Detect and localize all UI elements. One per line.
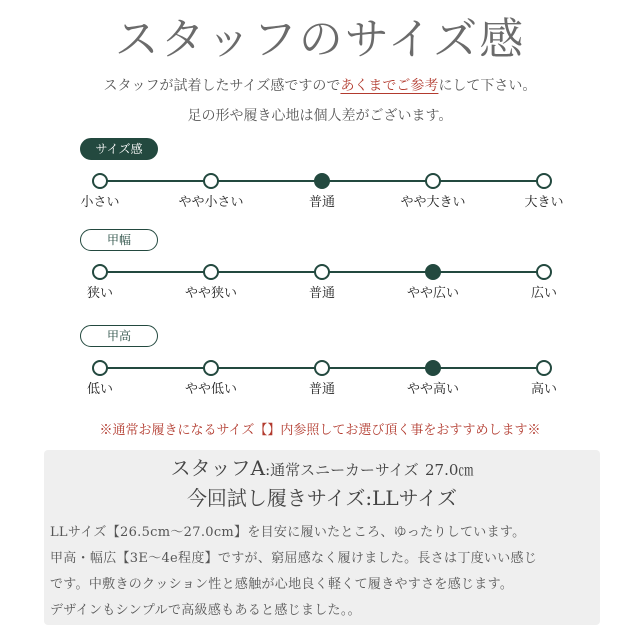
scale-dot xyxy=(314,360,330,376)
scale-badge: 甲高 xyxy=(80,325,158,347)
review-line: です。中敷きのクッション性と感触が心地良く軽くて履きやすさを感じます。 xyxy=(50,577,514,592)
scale-dot xyxy=(203,264,219,280)
scale-dot xyxy=(92,360,108,376)
scale-label: 広い xyxy=(530,286,557,301)
scale-label: やや高い xyxy=(406,382,459,397)
scale-dot xyxy=(536,360,552,376)
staff-usual-value: 27.0㎝ xyxy=(424,461,474,479)
scale-label: やや広い xyxy=(406,286,459,301)
scale-label: 高い xyxy=(530,382,557,397)
scale-badge: 甲幅 xyxy=(80,229,158,251)
review-line: デザインもシンプルで高級感もあると感じました。。 xyxy=(50,603,361,618)
staff-usual-label: :通常スニーカーサイズ xyxy=(265,461,419,479)
scale-dot xyxy=(203,173,219,189)
scale-label: やや大きい xyxy=(400,195,466,210)
scale-label: 普通 xyxy=(308,195,335,210)
scale-label: 小さい xyxy=(80,195,120,210)
scale-label: 狭い xyxy=(86,286,113,301)
scale-label: 普通 xyxy=(308,382,335,397)
scale-dot-selected xyxy=(425,360,441,376)
staff-review-panel xyxy=(44,450,600,625)
subtitle-text-end: にして下さい。 xyxy=(438,78,537,94)
scale-dot xyxy=(203,360,219,376)
scale-dot-selected xyxy=(425,264,441,280)
scale-dot-selected xyxy=(314,173,330,189)
scale-label: 大きい xyxy=(524,195,564,210)
staff-usual-size xyxy=(44,454,600,484)
scale-dot xyxy=(536,173,552,189)
subtitle-highlight: あくまでご参考 xyxy=(340,78,439,94)
scale-dot xyxy=(536,264,552,280)
scale-label: やや小さい xyxy=(178,195,244,210)
subtitle-disclaimer: 足の形や履き心地は個人差がございます。 xyxy=(187,108,453,124)
scale-dot xyxy=(425,173,441,189)
review-line: 甲高・幅広【3E〜4e程度】ですが、窮屈感なく履けました。長さは丁度いい感じ xyxy=(50,551,538,566)
scale-label: やや低い xyxy=(184,382,237,397)
scale-dot xyxy=(92,264,108,280)
scale-badge: サイズ感 xyxy=(80,138,158,160)
page-title: スタッフのサイズ感 xyxy=(114,14,526,65)
review-line: LLサイズ【26.5cm〜27.0cm】を目安に履いたところ、ゆったりしています。 xyxy=(50,525,526,540)
subtitle-text: スタッフが試着したサイズ感ですので xyxy=(103,78,341,94)
scale-dot xyxy=(92,173,108,189)
scale-dot xyxy=(314,264,330,280)
staff-tried-size: 今回試し履きサイズ:LLサイズ xyxy=(186,486,458,510)
size-note: ※通常お履きになるサイズ【】内参照してお選び頂く事をおすすめします※ xyxy=(99,423,541,438)
scale-label: 普通 xyxy=(308,286,335,301)
subtitle xyxy=(0,74,640,98)
staff-name: スタッフA xyxy=(170,456,266,480)
staff-review-text xyxy=(50,520,598,624)
scale-label: やや狭い xyxy=(184,286,237,301)
scale-label: 低い xyxy=(86,382,113,397)
